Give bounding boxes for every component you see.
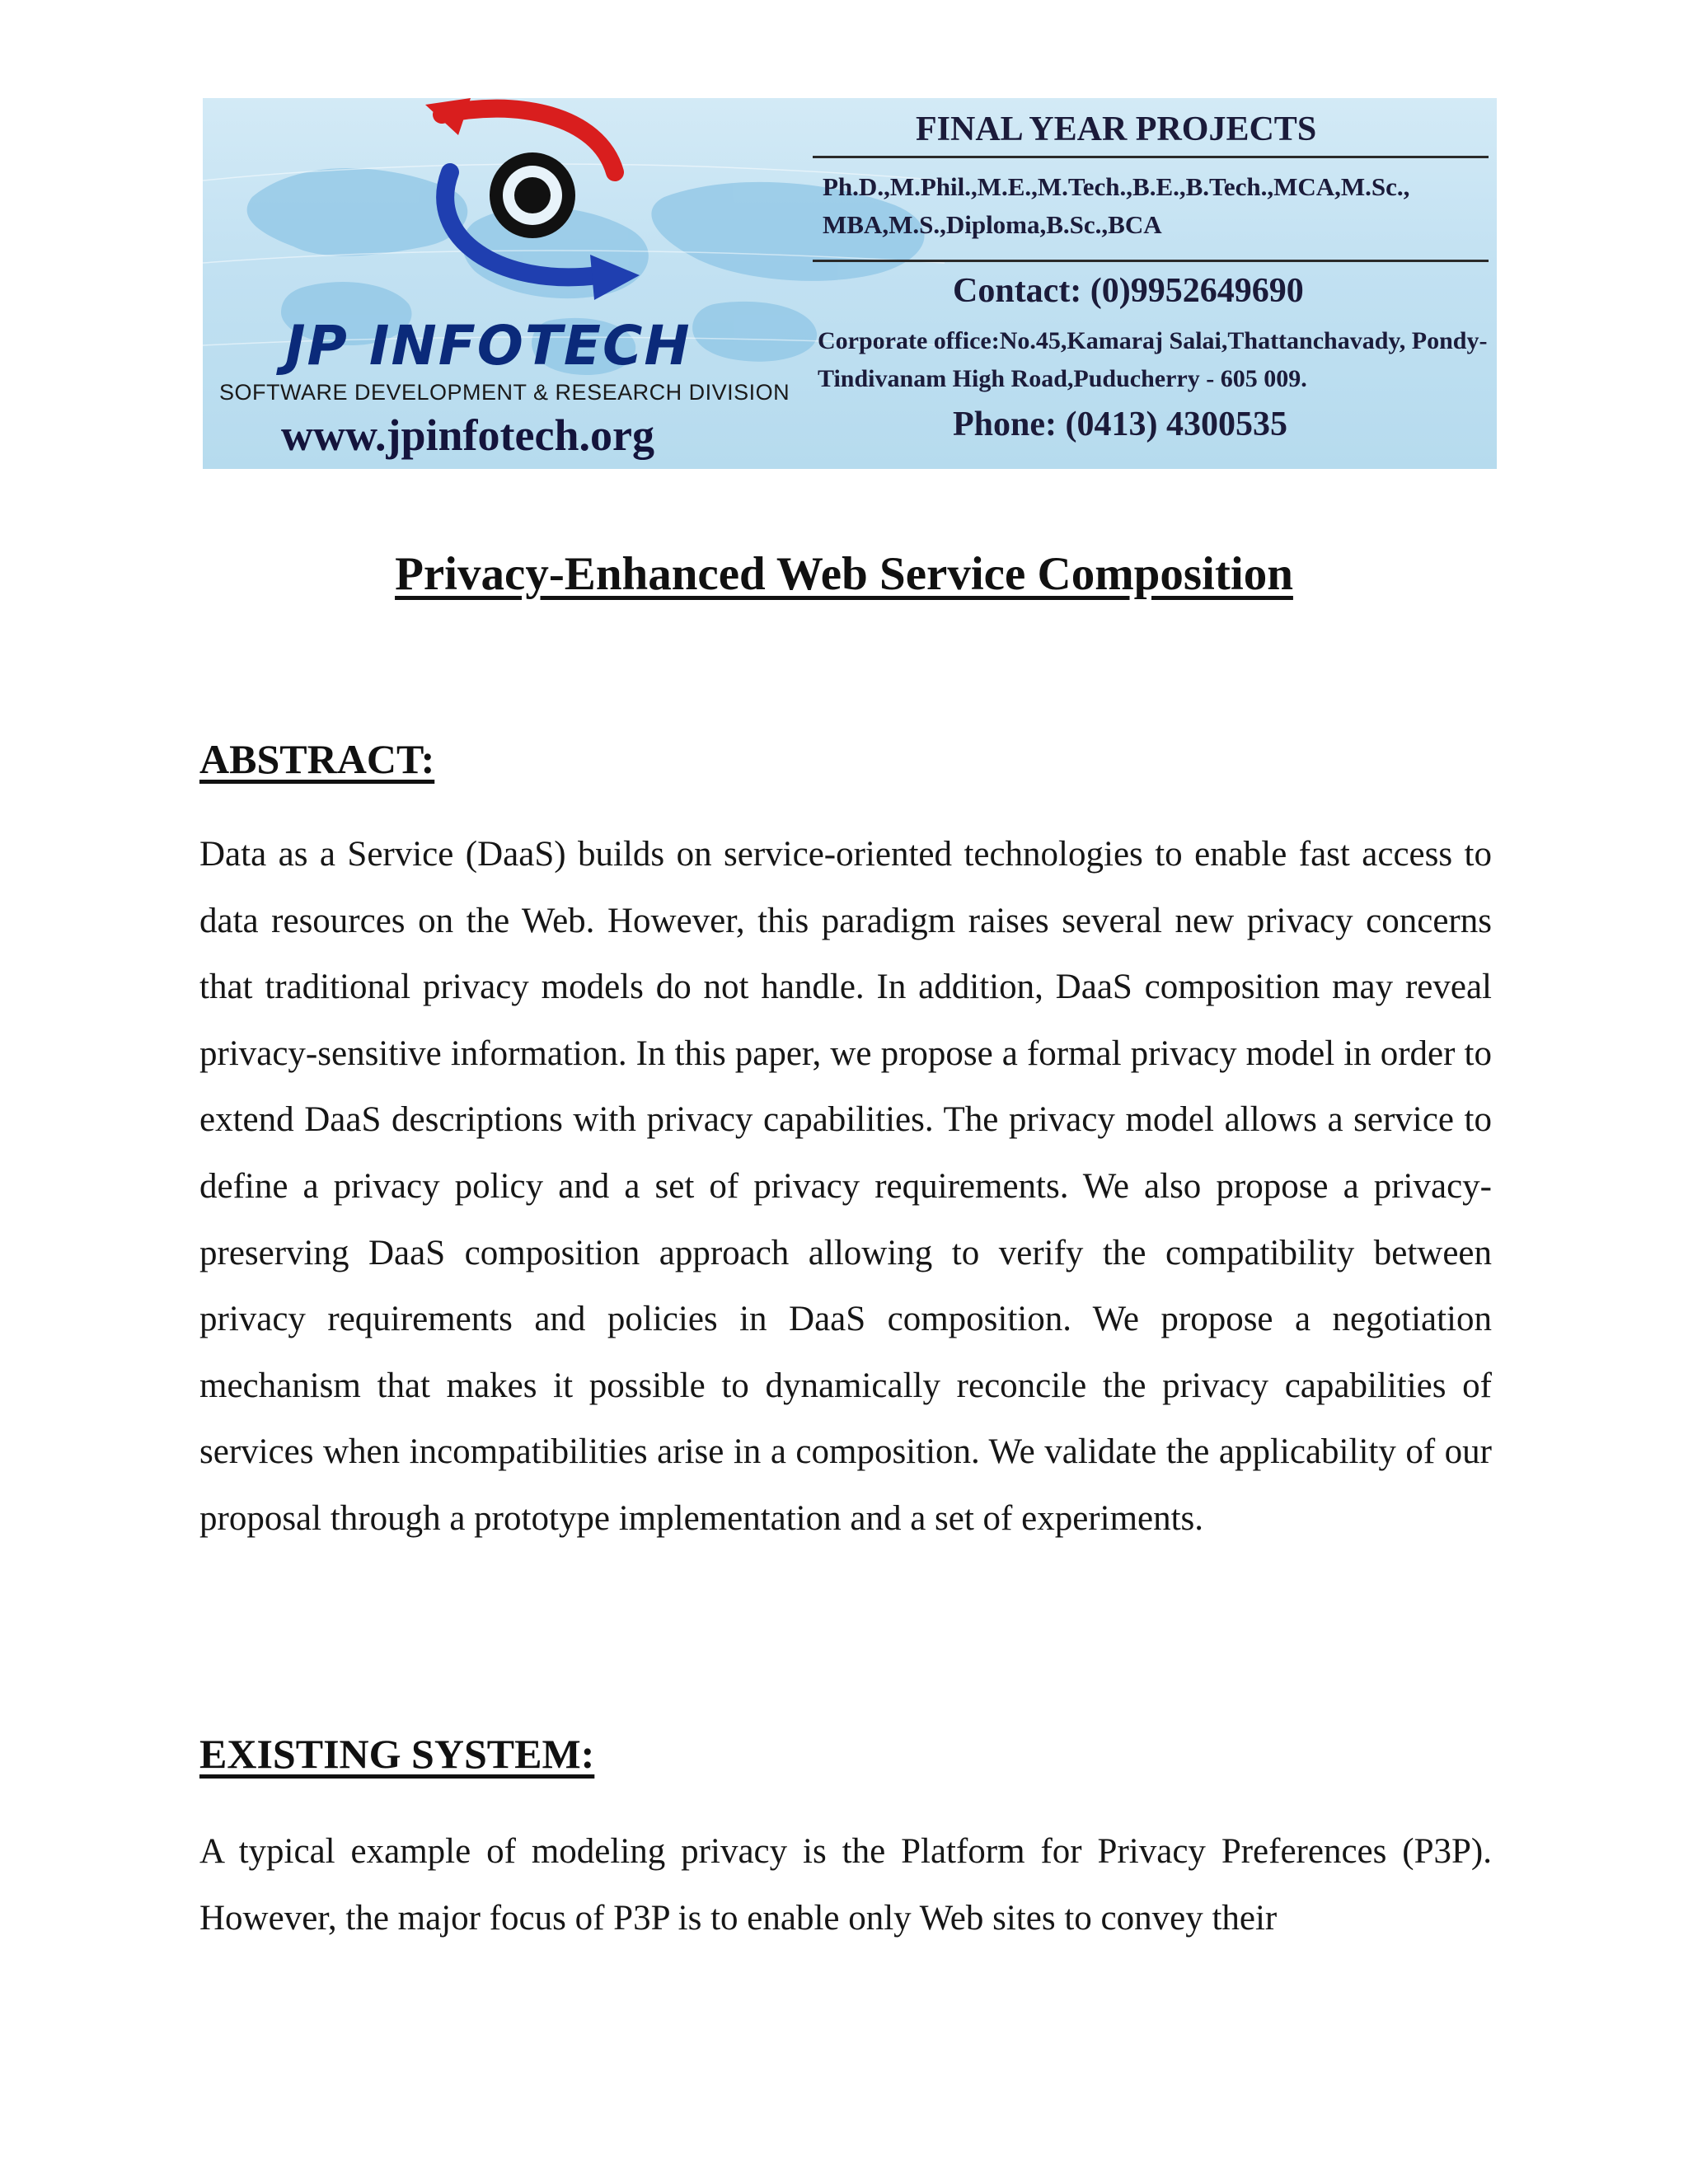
phone-number: Phone: (0413) 4300535 <box>953 405 1287 443</box>
banner-info-panel <box>813 98 1497 469</box>
header-banner <box>203 98 1497 469</box>
brand-division: SOFTWARE DEVELOPMENT & RESEARCH DIVISION <box>219 380 790 405</box>
section-heading-abstract: ABSTRACT: <box>199 736 435 782</box>
banner-heading: FINAL YEAR PROJECTS <box>916 110 1317 148</box>
section-text-abstract: Data as a Service (DaaS) builds on service-oriented technologies to enable fast access to data resources on the Web. However, this paradigm raises several new privacy concerns that traditional privacy models do not handle. In addition, DaaS composition may reveal privacy-sensitive information. In this paper, we propose a formal privacy model in order to extend DaaS descriptions with privacy capabilities. The privacy model allows a service to define a privacy policy and a set of privacy requirements. We also propose a privacy-preserving DaaS composition approach allowing to verify the compatibility between privacy requirements and policies in DaaS composition. We propose a negotiation mechanism that makes it possible to dynamically reconcile the privacy capabilities of services when incompatibilities arise in a composition. We validate the applicability of our proposal through a prototype implementation and a set of experiments. <box>199 835 1492 1538</box>
logo-icon <box>392 98 689 312</box>
divider <box>813 260 1489 262</box>
document-title: Privacy-Enhanced Web Service Composition <box>395 548 1293 600</box>
section-heading-existing-system: EXISTING SYSTEM: <box>199 1731 595 1777</box>
contact-number: Contact: (0)9952649690 <box>953 272 1304 310</box>
brand-name: JP INFOTECH <box>285 314 692 377</box>
office-address: Corporate office:No.45,Kamaraj Salai,Thattanchavady, Pondy-Tindivanam High Road,Puducherry - 605 009. <box>818 327 1488 392</box>
divider <box>813 156 1489 158</box>
section-text-existing-system: A typical example of modeling privacy is the Platform for Privacy Preferences (P3P). However, the major focus of P3P is to enable only Web sites to convey their <box>199 1832 1492 1938</box>
degrees-list: Ph.D.,M.Phil.,M.E.,M.Tech.,B.E.,B.Tech.,MCA,M.Sc., MBA,M.S.,Diploma,B.Sc.,BCA <box>823 172 1410 239</box>
website-link[interactable]: www.jpinfotech.org <box>281 410 654 460</box>
